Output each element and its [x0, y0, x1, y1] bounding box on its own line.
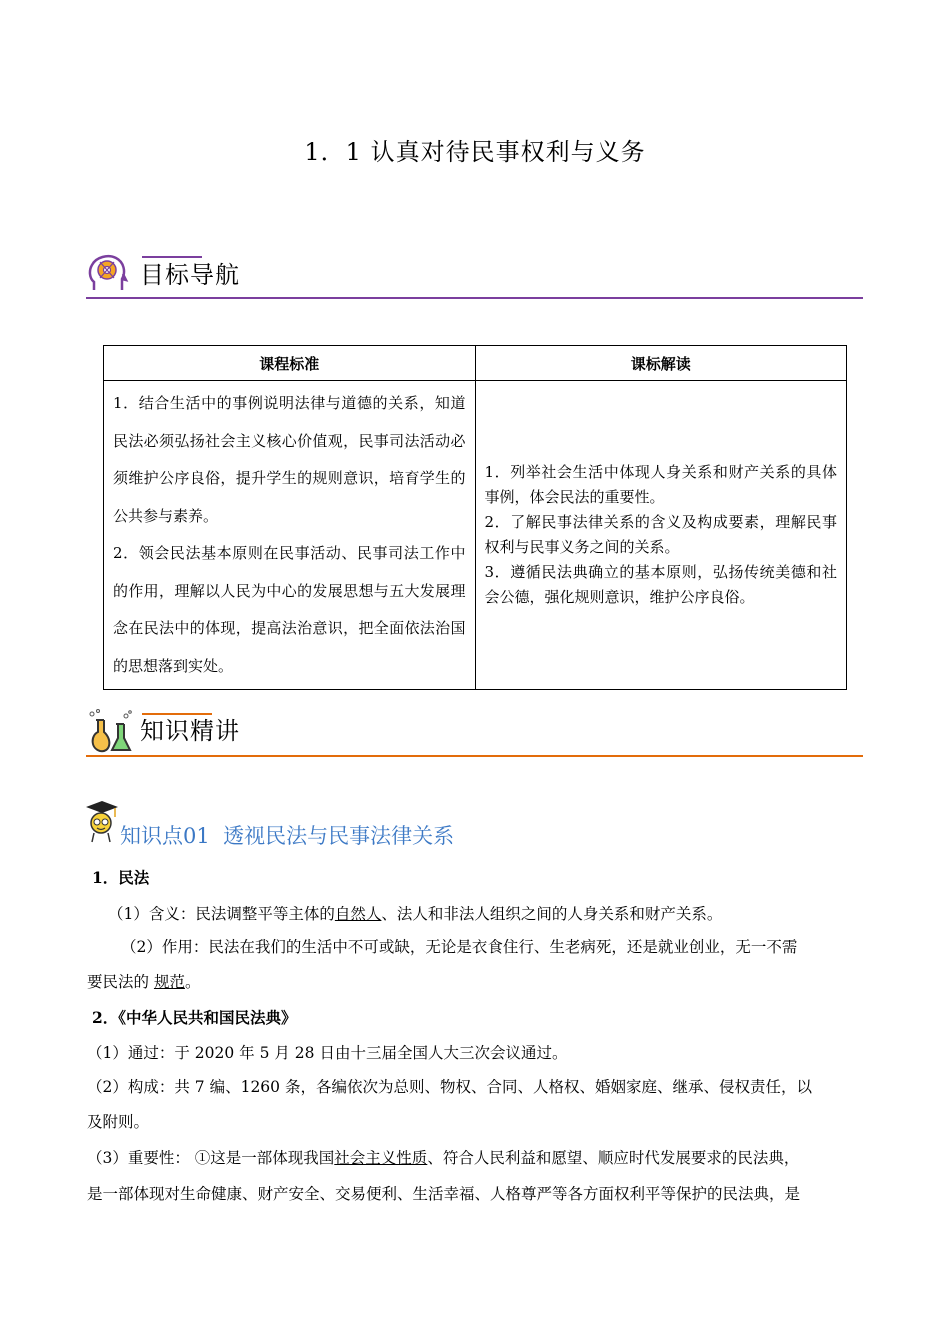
paragraph-passed: （1）通过：于 2020 年 5 月 28 日由十三届全国人大三次会议通过。 [87, 1044, 568, 1062]
section-divider [86, 297, 863, 299]
knowledge-point-number: 01 [183, 824, 210, 848]
text-span: 、法人和非法人组织之间的人身关系和财产关系。 [381, 905, 723, 923]
interpretation-item: 2．了解民事法律关系的含义及构成要素，理解民事权利与民事义务之间的关系。 [484, 513, 837, 556]
text-span: （1）含义：民法调整平等主体的 [108, 905, 335, 923]
table-header-interpretation: 课标解读 [475, 346, 847, 381]
text-span: 要民法的 [87, 973, 154, 991]
underlined-term: 规范 [153, 973, 185, 991]
section-label-knowledge: 知识精讲 [140, 717, 240, 745]
text-span: （3）重要性： ①这是一部体现我国 [87, 1149, 335, 1167]
paragraph-structure-line1: （2）构成：共 7 编、1260 条，各编依次为总则、物权、合同、人格权、婚姻家庭、继承、侵权责任，以 [87, 1078, 812, 1096]
brain-gear-icon [86, 252, 132, 302]
text-span: 、符合人民利益和愿望、顺应时代发展要求的民法典， [427, 1149, 800, 1167]
heading-civil-law: 1．民法 [92, 868, 150, 887]
page-title: 1．1 认真对待民事权利与义务 [304, 138, 646, 166]
interpretation-item: 3．遵循民法典确立的基本原则，弘扬传统美德和社会公德，强化规则意识，维护公序良俗。 [484, 563, 837, 606]
paragraph-function-line2 [87, 970, 200, 992]
section-header-knowledge [86, 708, 863, 760]
graduate-icon [84, 799, 120, 847]
heading-civil-code: 2．《中华人民共和国民法典》 [92, 1008, 297, 1027]
curriculum-table [103, 345, 847, 690]
interpretation-item: 1．列举社会生活中体现人身关系和财产关系的具体事例，体会民法的重要性。 [484, 463, 837, 506]
knowledge-point-title [120, 820, 454, 850]
paragraph-meaning [108, 902, 722, 924]
section-header-goals [86, 252, 863, 302]
flask-icon [86, 708, 134, 760]
interpretation-cell [475, 381, 847, 690]
section-label-goals: 目标导航 [140, 261, 240, 289]
underlined-term: 自然人 [334, 905, 382, 923]
knowledge-point-prefix: 知识点 [120, 824, 183, 848]
knowledge-point-name: 透视民法与民事法律关系 [223, 824, 455, 848]
paragraph-importance-line2: 是一部体现对生命健康、财产安全、交易便利、生活幸福、人格尊严等各方面权利平等保护的民法典，是 [87, 1185, 801, 1203]
paragraph-structure-line2: 及附则。 [87, 1113, 150, 1131]
standard-item: 1．结合生活中的事例说明法律与道德的关系，知道民法必须弘扬社会主义核心价值观，民事司法活动必须维护公序良俗，提升学生的规则意识，培育学生的公共参与素养。 [113, 394, 466, 525]
section-divider [86, 755, 863, 757]
standards-cell [104, 381, 476, 690]
paragraph-function-line1: （2）作用：民法在我们的生活中不可或缺，无论是衣食住行、生老病死，还是就业创业，无一不需 [121, 938, 798, 956]
paragraph-importance-line1 [87, 1146, 799, 1168]
standard-item: 2．领会民法基本原则在民事活动、民事司法工作中的作用，理解以人民为中心的发展思想与五大发展理念在民法中的体现，提高法治意识，把全面依法治国的思想落到实处。 [113, 544, 466, 675]
underlined-term: 社会主义性质 [334, 1149, 428, 1167]
text-span: 。 [184, 973, 201, 991]
table-header-standard: 课程标准 [104, 346, 476, 381]
